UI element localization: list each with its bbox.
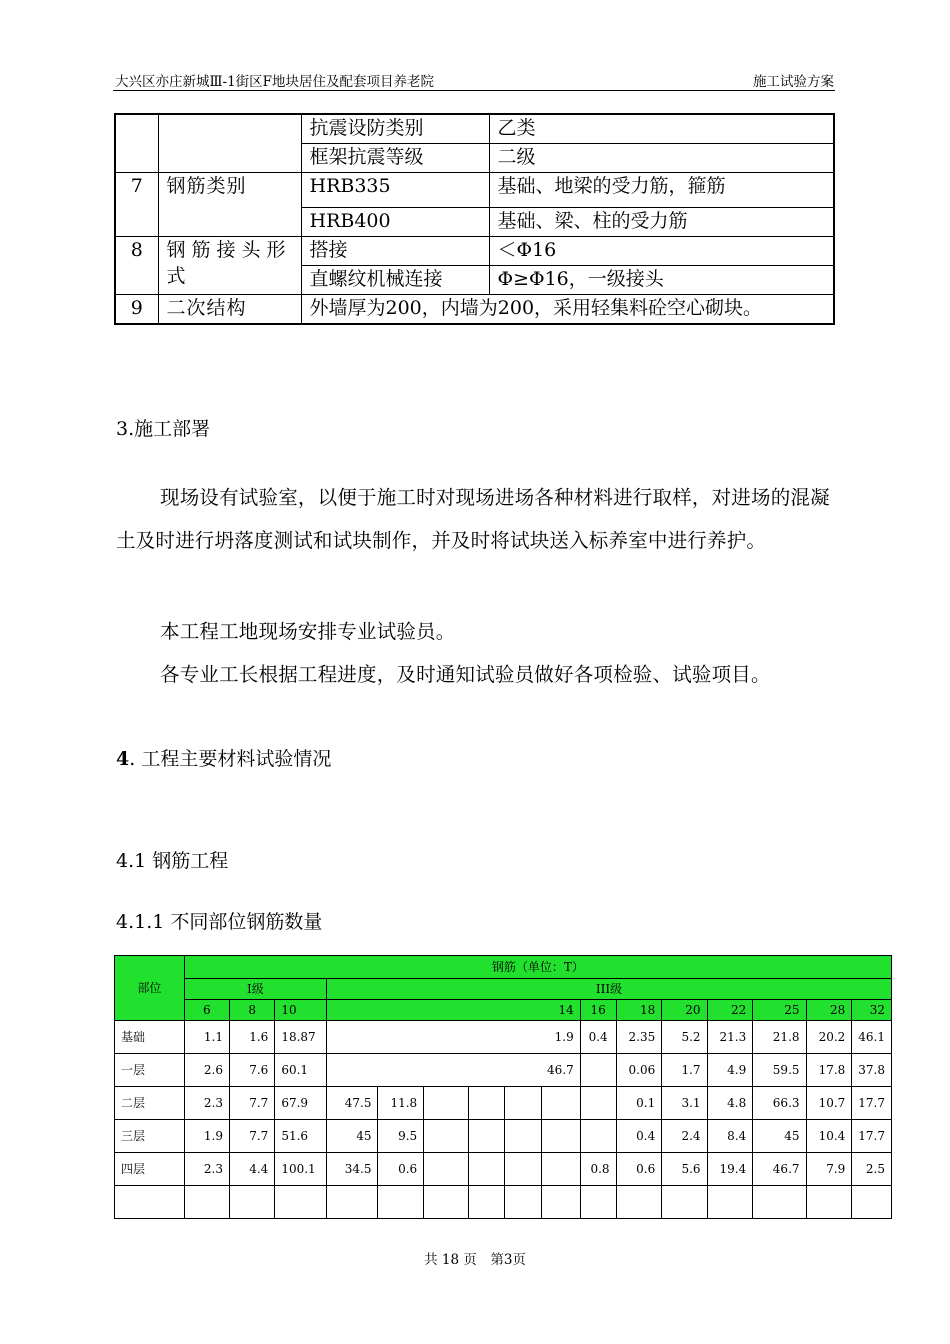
value-cell: 46.1 xyxy=(852,1021,892,1054)
value-cell: 51.6 xyxy=(275,1120,327,1153)
value-cell: 100.1 xyxy=(275,1153,327,1186)
value-cell: 1.9 xyxy=(184,1120,229,1153)
value-cell: 66.3 xyxy=(753,1087,806,1120)
rebar-header: 钢筋（单位：T） xyxy=(184,956,891,979)
row-item: 二次结构 xyxy=(158,295,301,325)
size-header: 25 xyxy=(753,1000,806,1021)
table-row xyxy=(115,1087,892,1120)
value-cell: 10.4 xyxy=(806,1120,852,1153)
row-key: 搭接 xyxy=(301,237,489,266)
row-number: 7 xyxy=(115,173,158,237)
value-cell: 17.7 xyxy=(852,1120,892,1153)
empty-cell xyxy=(542,1153,581,1186)
value-cell: 2.5 xyxy=(852,1153,892,1186)
section-heading xyxy=(116,744,331,771)
value-cell: 37.8 xyxy=(852,1054,892,1087)
size-header: 6 xyxy=(184,1000,229,1021)
empty-cell xyxy=(753,1186,806,1219)
size-header: 20 xyxy=(662,1000,707,1021)
location-cell: 基础 xyxy=(115,1021,185,1054)
table-row xyxy=(115,1054,892,1087)
value-cell: 7.7 xyxy=(230,1087,275,1120)
value-cell: 21.8 xyxy=(753,1021,806,1054)
section-heading: 3.施工部署 xyxy=(116,418,211,440)
row-value: ＜Φ16 xyxy=(489,237,834,266)
value-cell: 2.3 xyxy=(184,1087,229,1120)
value-cell: 2.3 xyxy=(184,1153,229,1186)
empty-cell xyxy=(542,1087,581,1120)
table-row xyxy=(115,237,834,266)
empty-cell xyxy=(184,1186,229,1219)
header-row xyxy=(115,979,892,1000)
value-cell: 19.4 xyxy=(707,1153,753,1186)
value-cell: 17.7 xyxy=(852,1087,892,1120)
value-cell: 11.8 xyxy=(378,1087,424,1120)
grade-iii-header: III级 xyxy=(327,979,892,1000)
value-cell: 0.6 xyxy=(616,1153,662,1186)
row-item: 钢筋接头形式 xyxy=(158,237,301,295)
header-row xyxy=(115,956,892,979)
grade-i-header: I级 xyxy=(184,979,326,1000)
value-cell: 2.4 xyxy=(662,1120,707,1153)
row-value: 乙类 xyxy=(489,114,834,144)
empty-cell xyxy=(424,1186,468,1219)
value-cell: 21.3 xyxy=(707,1021,753,1054)
empty-cell xyxy=(505,1120,542,1153)
empty-cell xyxy=(424,1087,468,1120)
value-cell: 34.5 xyxy=(327,1153,378,1186)
location-header: 部位 xyxy=(115,956,185,1021)
value-cell: 0.06 xyxy=(616,1054,662,1087)
size-header: 10 xyxy=(275,1000,327,1021)
empty-cell xyxy=(424,1153,468,1186)
value-cell: 8.4 xyxy=(707,1120,753,1153)
table-row xyxy=(115,1120,892,1153)
size-header: 18 xyxy=(616,1000,662,1021)
empty-cell xyxy=(424,1120,468,1153)
empty-cell xyxy=(378,1186,424,1219)
empty-cell xyxy=(707,1186,753,1219)
empty-cell xyxy=(505,1186,542,1219)
empty-cell xyxy=(468,1153,505,1186)
row-key: 抗震设防类别 xyxy=(301,114,489,144)
value-cell: 0.4 xyxy=(616,1120,662,1153)
value-cell: 45 xyxy=(753,1120,806,1153)
subsection-heading: 4.1 钢筋工程 xyxy=(116,850,229,872)
row-number: 8 xyxy=(115,237,158,295)
section-number: 4 xyxy=(116,748,130,770)
location-cell: 一层 xyxy=(115,1054,185,1087)
value-cell: 4.4 xyxy=(230,1153,275,1186)
header-divider xyxy=(113,90,835,91)
value-cell: 46.7 xyxy=(753,1153,806,1186)
value-cell: 7.9 xyxy=(806,1153,852,1186)
value-cell: 1.7 xyxy=(662,1054,707,1087)
empty-cell xyxy=(662,1186,707,1219)
table-row xyxy=(115,295,834,325)
size-header: 14 xyxy=(327,1000,581,1021)
size-header: 8 xyxy=(230,1000,275,1021)
empty-cell xyxy=(275,1186,327,1219)
value-cell: 0.6 xyxy=(378,1153,424,1186)
empty-cell xyxy=(115,1186,185,1219)
empty-cell xyxy=(542,1186,581,1219)
structure-table xyxy=(114,113,835,325)
value-cell: 67.9 xyxy=(275,1087,327,1120)
page-footer: 共 18 页 第3页 xyxy=(424,1252,526,1268)
row-item xyxy=(158,114,301,173)
rebar-quantity-table xyxy=(114,955,892,1219)
row-value: 基础、梁、柱的受力筋 xyxy=(489,208,834,237)
value-cell xyxy=(580,1054,616,1087)
value-cell: 20.2 xyxy=(806,1021,852,1054)
empty-cell xyxy=(852,1186,892,1219)
value-cell: 5.6 xyxy=(662,1153,707,1186)
empty-cell xyxy=(468,1120,505,1153)
value-cell: 0.4 xyxy=(580,1021,616,1054)
value-cell: 18.87 xyxy=(275,1021,327,1054)
row-key: 直螺纹机械连接 xyxy=(301,266,489,295)
empty-cell xyxy=(542,1120,581,1153)
size-header: 22 xyxy=(707,1000,753,1021)
location-cell: 三层 xyxy=(115,1120,185,1153)
table-row xyxy=(115,173,834,208)
header-left: 大兴区亦庄新城Ⅲ-1街区F地块居住及配套项目养老院 xyxy=(115,74,435,90)
value-cell: 0.8 xyxy=(580,1153,616,1186)
empty-cell xyxy=(580,1087,616,1120)
table-row xyxy=(115,114,834,144)
value-cell: 17.8 xyxy=(806,1054,852,1087)
value-cell: 46.7 xyxy=(327,1054,581,1087)
table-row xyxy=(115,1021,892,1054)
size-header: 28 xyxy=(806,1000,852,1021)
size-header: 32 xyxy=(852,1000,892,1021)
location-cell: 四层 xyxy=(115,1153,185,1186)
section-title: . 工程主要材料试验情况 xyxy=(129,748,332,770)
subsection-heading: 4.1.1 不同部位钢筋数量 xyxy=(116,911,323,933)
row-number xyxy=(115,114,158,173)
value-cell: 1.6 xyxy=(230,1021,275,1054)
value-cell: 9.5 xyxy=(378,1120,424,1153)
value-cell: 7.6 xyxy=(230,1054,275,1087)
row-value: 二级 xyxy=(489,144,834,173)
empty-cell xyxy=(580,1120,616,1153)
value-cell: 2.35 xyxy=(616,1021,662,1054)
row-key: 外墙厚为200，内墙为200，采用轻集料砼空心砌块。 xyxy=(301,295,834,325)
value-cell: 1.1 xyxy=(184,1021,229,1054)
location-cell: 二层 xyxy=(115,1087,185,1120)
paragraph: 本工程工地现场安排专业试验员。 xyxy=(160,620,456,643)
row-number: 9 xyxy=(115,295,158,325)
value-cell: 0.1 xyxy=(616,1087,662,1120)
empty-cell xyxy=(327,1186,378,1219)
value-cell: 4.8 xyxy=(707,1087,753,1120)
row-key: 框架抗震等级 xyxy=(301,144,489,173)
value-cell: 60.1 xyxy=(275,1054,327,1087)
empty-cell xyxy=(616,1186,662,1219)
value-cell: 5.2 xyxy=(662,1021,707,1054)
empty-cell xyxy=(505,1153,542,1186)
empty-cell xyxy=(468,1087,505,1120)
value-cell: 1.9 xyxy=(327,1021,581,1054)
row-item: 钢筋类别 xyxy=(158,173,301,237)
header-row xyxy=(115,1000,892,1021)
row-key: HRB335 xyxy=(301,173,489,208)
paragraph: 各专业工长根据工程进度，及时通知试验员做好各项检验、试验项目。 xyxy=(160,663,771,686)
empty-cell xyxy=(505,1087,542,1120)
value-cell: 2.6 xyxy=(184,1054,229,1087)
header-right: 施工试验方案 xyxy=(753,74,834,90)
table-row xyxy=(115,1186,892,1219)
empty-cell xyxy=(230,1186,275,1219)
row-value: 基础、地梁的受力筋，箍筋 xyxy=(489,173,834,208)
value-cell: 47.5 xyxy=(327,1087,378,1120)
size-header: 16 xyxy=(580,1000,616,1021)
value-cell: 3.1 xyxy=(662,1087,707,1120)
empty-cell xyxy=(580,1186,616,1219)
value-cell: 4.9 xyxy=(707,1054,753,1087)
row-value: Φ≥Φ16，一级接头 xyxy=(489,266,834,295)
row-key: HRB400 xyxy=(301,208,489,237)
paragraph: 现场设有试验室，以便于施工时对现场进场各种材料进行取样，对进场的混凝土及时进行坍落度测试和试块制作，并及时将试块送入标养室中进行养护。 xyxy=(116,486,830,552)
empty-cell xyxy=(806,1186,852,1219)
table-row xyxy=(115,1153,892,1186)
empty-cell xyxy=(468,1186,505,1219)
value-cell: 7.7 xyxy=(230,1120,275,1153)
value-cell: 45 xyxy=(327,1120,378,1153)
value-cell: 59.5 xyxy=(753,1054,806,1087)
value-cell: 10.7 xyxy=(806,1087,852,1120)
